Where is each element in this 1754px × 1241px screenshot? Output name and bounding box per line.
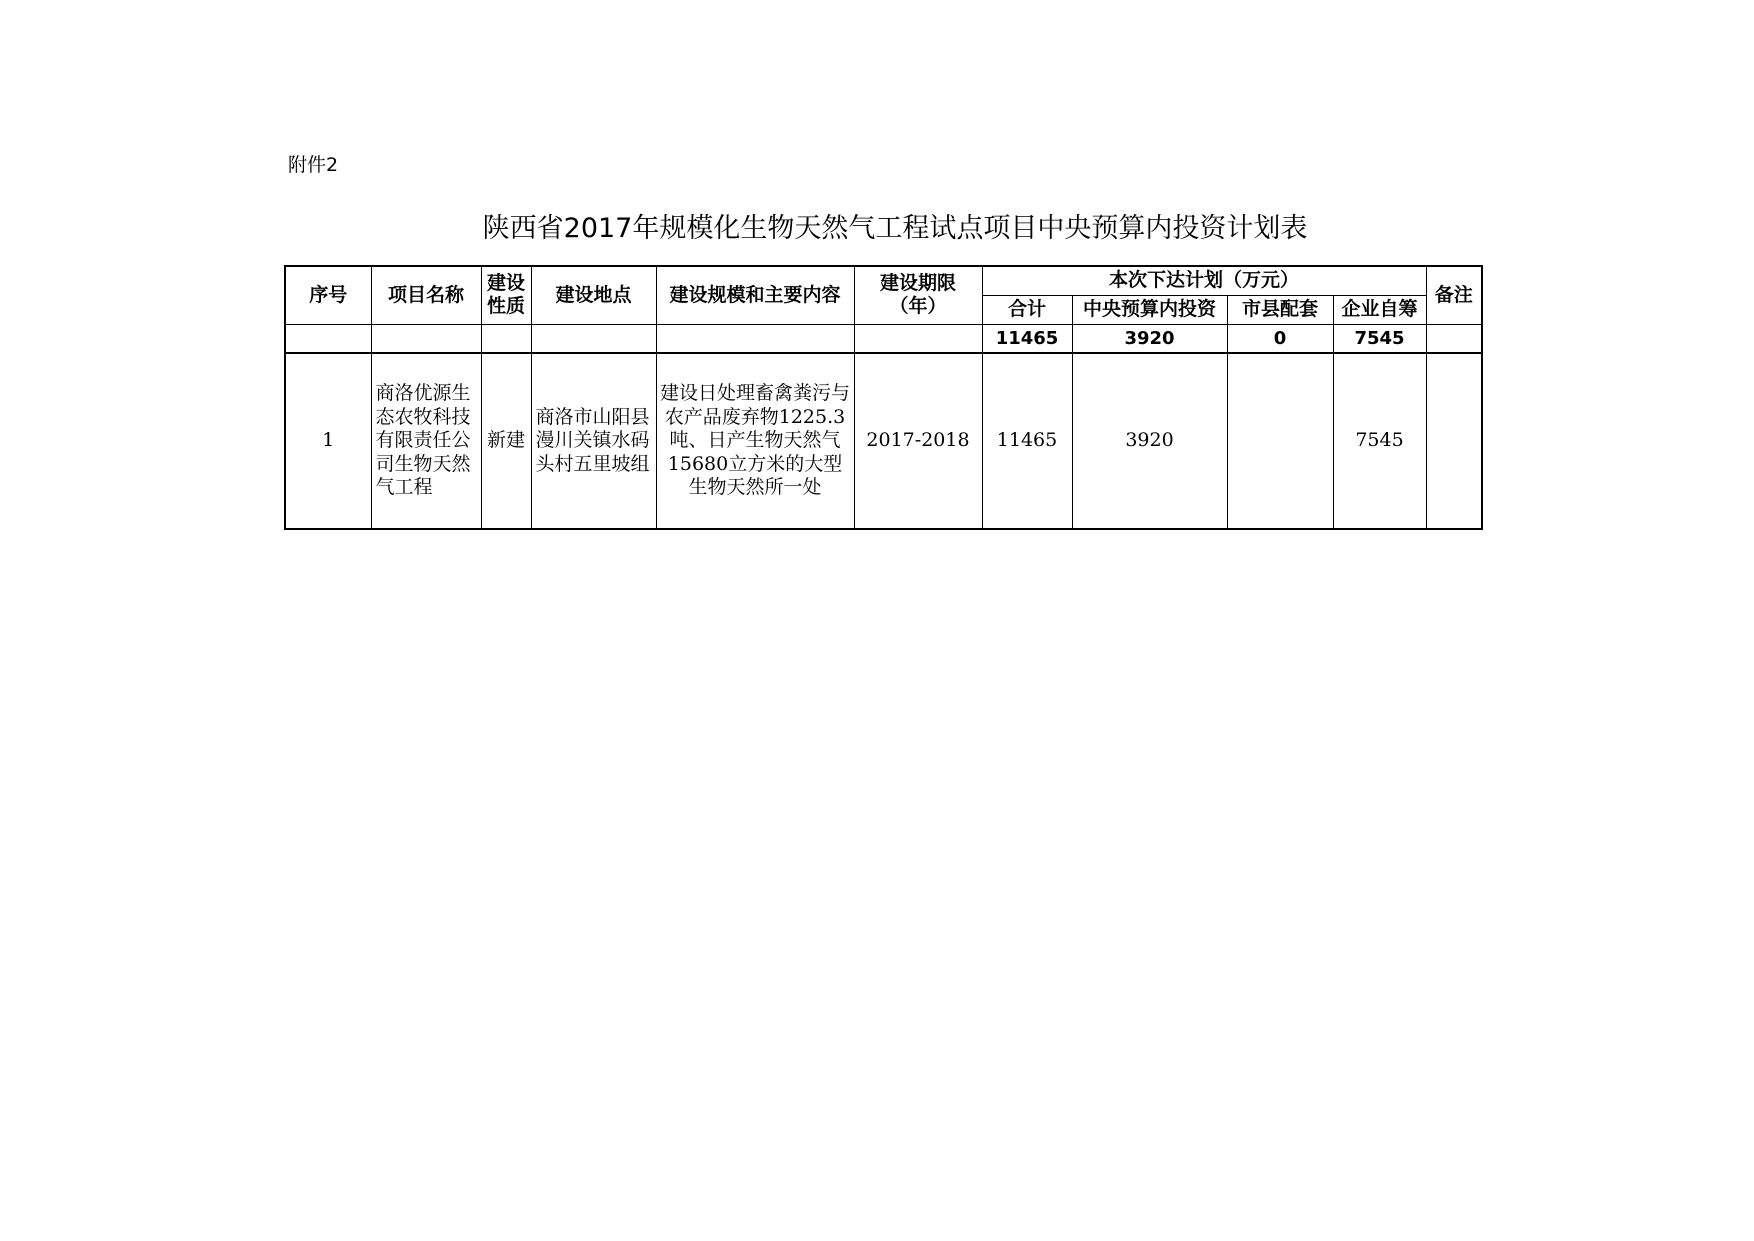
header-remarks: 备注 — [1426, 266, 1482, 324]
header-central-text: 中央预算内投资 — [1082, 298, 1216, 320]
totals-enterprise: 7545 — [1333, 324, 1426, 353]
header-enterprise: 企业自筹 — [1333, 295, 1426, 324]
row-remarks — [1426, 353, 1482, 529]
row-enterprise: 7545 — [1333, 353, 1426, 529]
header-plan-group: 本次下达计划（万元） — [982, 266, 1426, 295]
totals-scale — [656, 324, 854, 353]
totals-period — [854, 324, 982, 353]
row-total: 11465 — [982, 353, 1072, 529]
header-scale: 建设规模和主要内容 — [656, 266, 854, 324]
totals-remarks — [1426, 324, 1482, 353]
row-central: 3920 — [1072, 353, 1227, 529]
investment-plan-table — [284, 265, 1483, 530]
row-location: 商洛市山阳县漫川关镇水码头村五里坡组 — [531, 353, 656, 529]
header-total: 合计 — [982, 295, 1072, 324]
totals-total: 11465 — [982, 324, 1072, 353]
row-period: 2017-2018 — [854, 353, 982, 529]
row-project-name: 商洛优源生态农牧科技有限责任公司生物天然气工程 — [371, 353, 481, 529]
header-central — [1072, 295, 1227, 324]
table-row — [285, 353, 1482, 529]
page-title: 陕西省2017年规模化生物天然气工程试点项目中央预算内投资计划表 — [482, 213, 1308, 244]
row-scale: 建设日处理畜禽粪污与农产品废弃物1225.3吨、日产生物天然气15680立方米的大型生物天然所一处 — [656, 353, 854, 529]
header-location: 建设地点 — [531, 266, 656, 324]
attachment-label: 附件2 — [288, 154, 339, 176]
row-nature: 新建 — [481, 353, 531, 529]
totals-central: 3920 — [1072, 324, 1227, 353]
header-period: 建设期限（年） — [854, 266, 982, 324]
header-nature: 建设性质 — [481, 266, 531, 324]
totals-row — [285, 324, 1482, 353]
row-seq: 1 — [285, 353, 371, 529]
totals-county: 0 — [1227, 324, 1333, 353]
totals-location — [531, 324, 656, 353]
header-seq: 序号 — [285, 266, 371, 324]
row-county — [1227, 353, 1333, 529]
totals-project-name — [371, 324, 481, 353]
header-county: 市县配套 — [1227, 295, 1333, 324]
header-project-name: 项目名称 — [371, 266, 481, 324]
totals-nature — [481, 324, 531, 353]
totals-seq — [285, 324, 371, 353]
header-row-1 — [285, 266, 1482, 295]
